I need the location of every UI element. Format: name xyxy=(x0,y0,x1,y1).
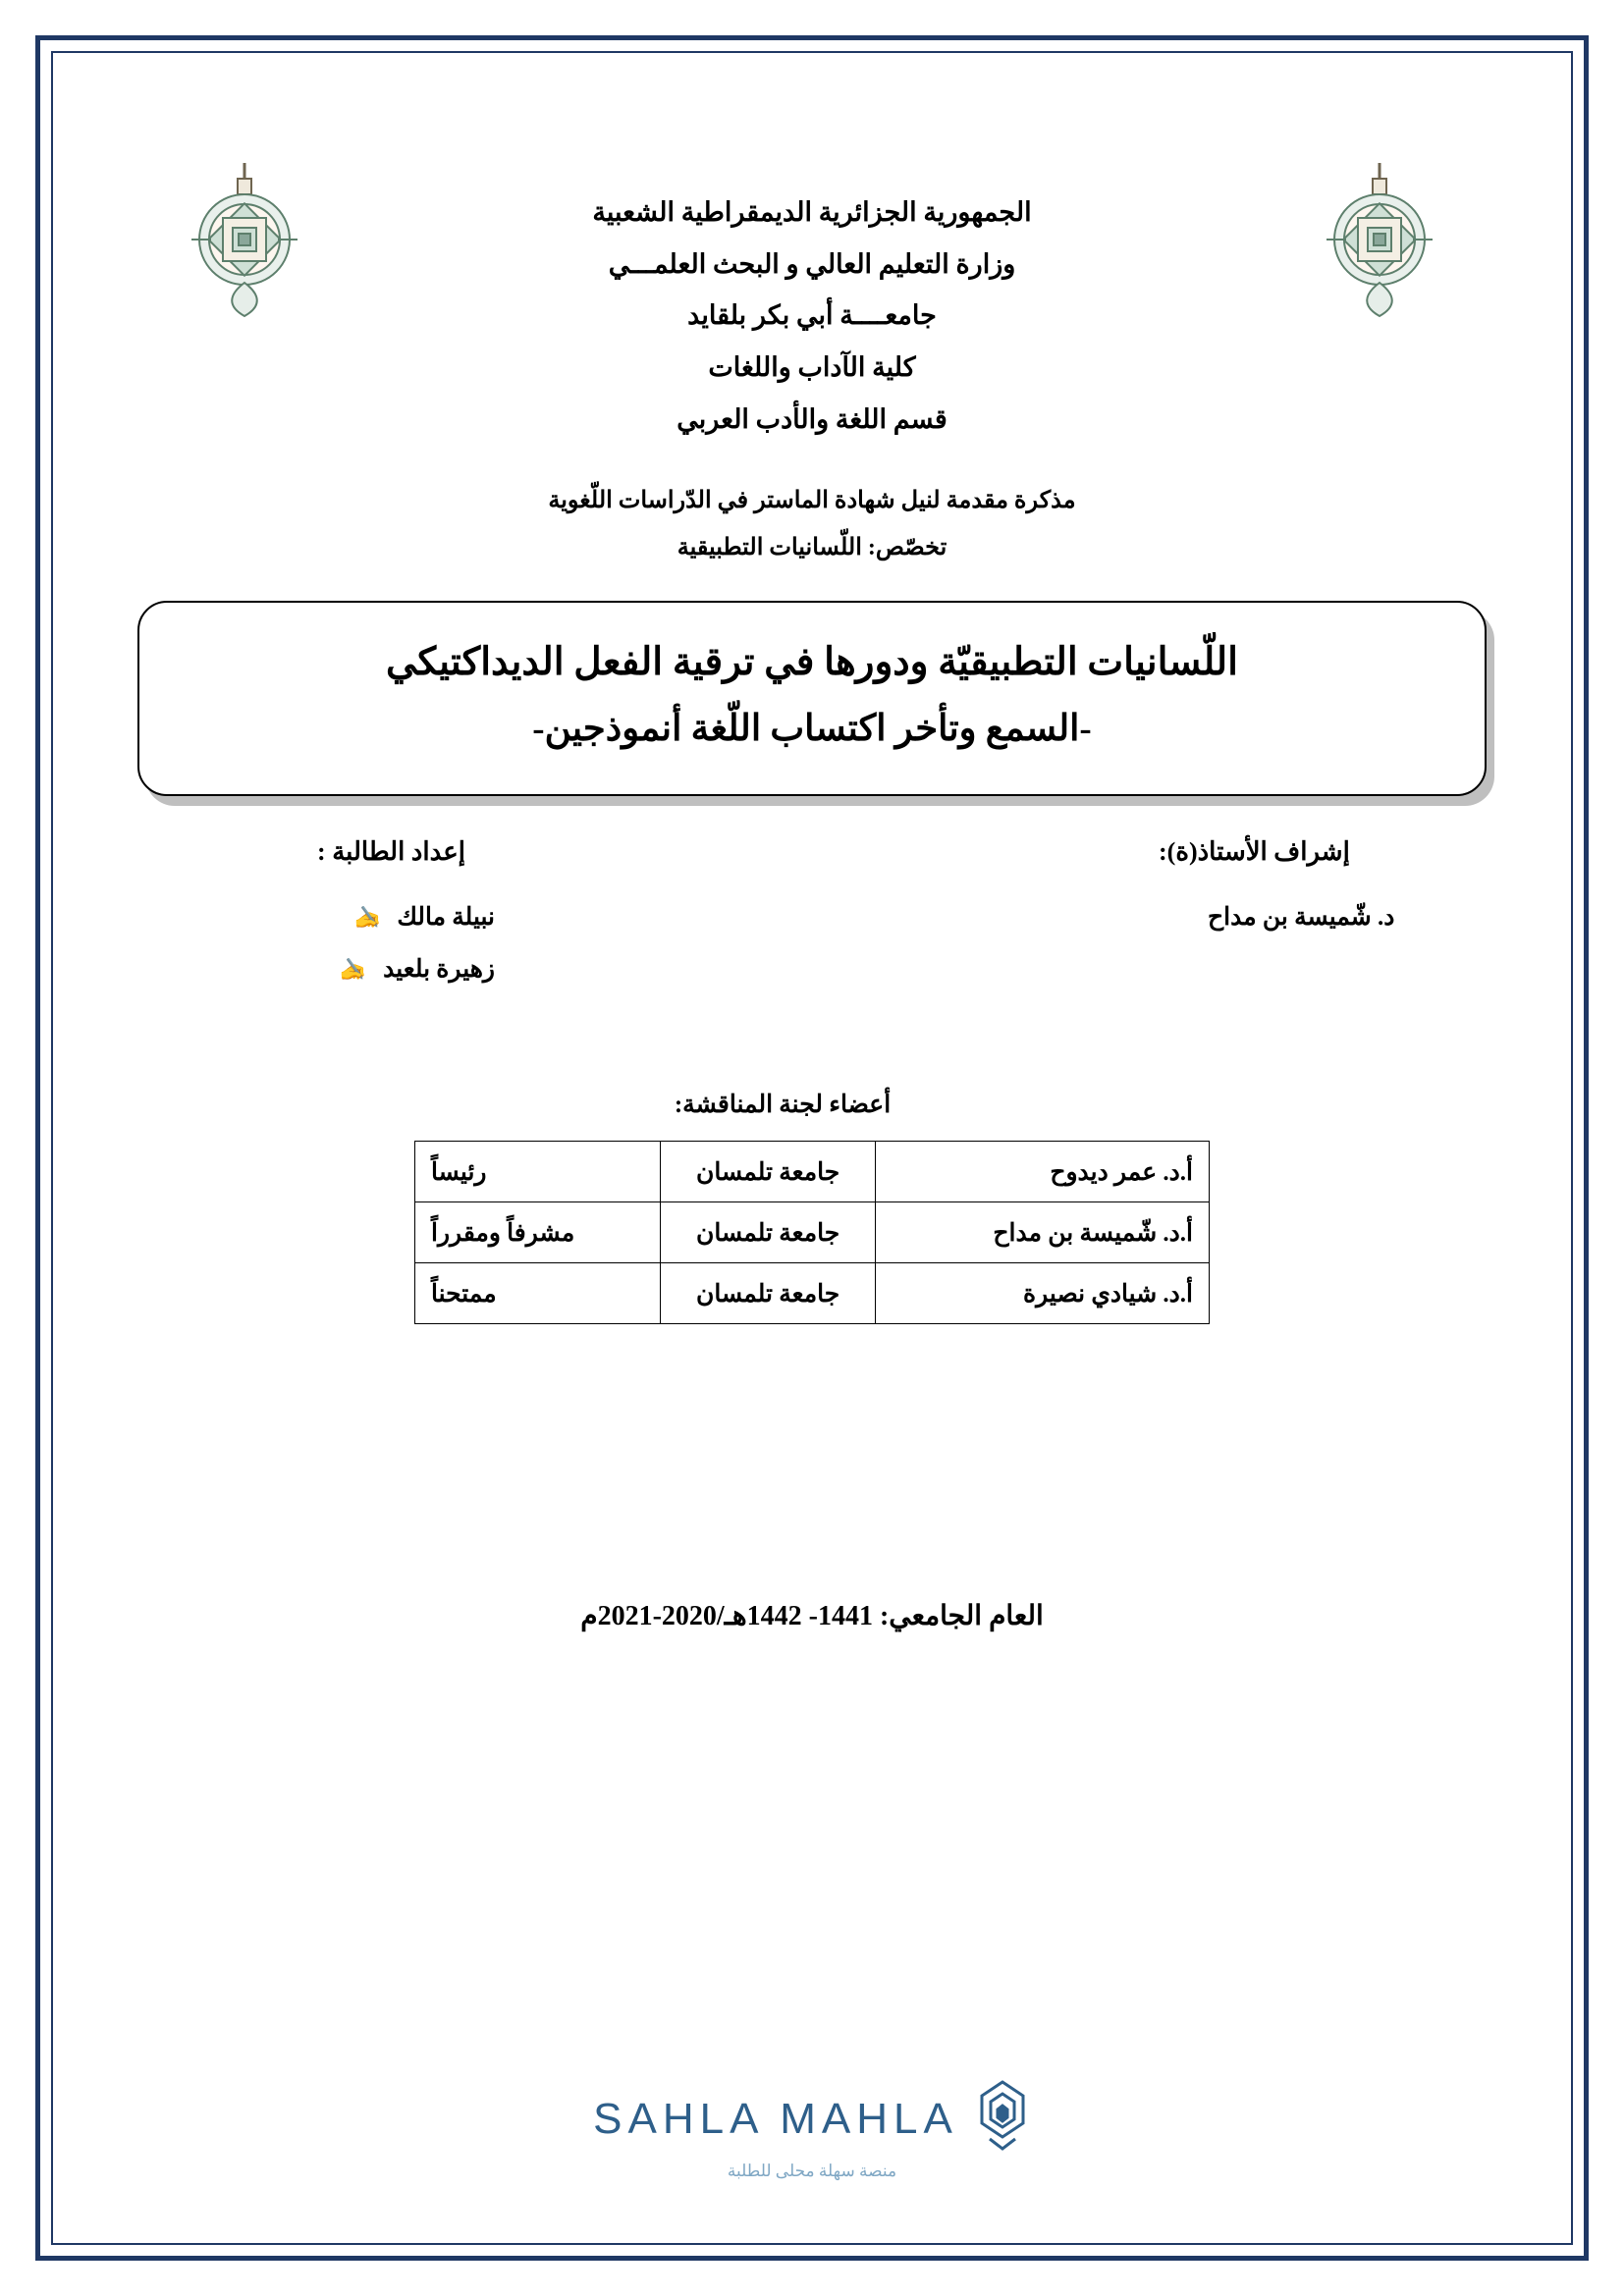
table-row xyxy=(415,1142,1210,1202)
institution-line-4: كلية الآداب واللغات xyxy=(708,351,916,382)
institution-line-1: الجمهورية الجزائرية الديمقراطية الشعبية xyxy=(592,197,1032,227)
jury-university-3: جامعة تلمسان xyxy=(660,1263,876,1324)
student-name-2: زهيرة بلعيد xyxy=(383,955,495,983)
student-block xyxy=(102,837,495,995)
supervisor-name: د. شّميسة بن مداح xyxy=(1208,904,1395,932)
student-heading: إعداد الطالبة : xyxy=(317,837,465,867)
cover-page-content xyxy=(88,79,1536,2218)
thesis-title-box xyxy=(137,601,1487,796)
jury-heading: أعضاء لجنة المناقشة: xyxy=(674,1092,892,1119)
jury-university-2: جامعة تلمسان xyxy=(660,1202,876,1263)
pen-icon: ✍ xyxy=(353,905,382,931)
watermark xyxy=(88,2078,1536,2180)
academic-year: العام الجامعي: 1441- 1442هـ/2020-2021م xyxy=(580,1601,1044,1632)
degree-line: مذكرة مقدمة لنيل شهادة الماستر في الدّراسات اللّغوية xyxy=(548,488,1076,513)
thesis-title-line-2: -السمع وتأخر اكتساب اللّغة أنموذجين- xyxy=(532,709,1092,750)
institution-line-2: وزارة التعليم العالي و البحث العلمـــي xyxy=(608,248,1016,279)
student-name-row-1 xyxy=(102,892,495,944)
supervisor-heading: إشراف الأستاذ(ة): xyxy=(1159,837,1350,867)
jury-role-2: مشرفاً ومقرراً xyxy=(415,1202,661,1263)
watermark-logo-icon xyxy=(974,2078,1031,2160)
student-name-row-2 xyxy=(102,944,495,996)
document-header xyxy=(88,79,1536,471)
supervisor-block xyxy=(1129,837,1522,995)
thesis-title-line-1: اللّسانيات التطبيقيّة ودورها في ترقية الفعل الديداكتيكي xyxy=(386,641,1238,683)
jury-role-3: ممتحناً xyxy=(415,1263,661,1324)
jury-university-1: جامعة تلمسان xyxy=(660,1142,876,1202)
thesis-title-wrapper xyxy=(137,601,1487,796)
jury-name-1: أ.د. عمر ديدوح xyxy=(876,1142,1210,1202)
jury-name-2: أ.د. شّميسة بن مداح xyxy=(876,1202,1210,1263)
institution-line-5: قسم اللغة والأدب العربي xyxy=(677,403,947,434)
specialty-line: تخصّص: اللّسانيات التطبيقية xyxy=(677,535,947,561)
table-row xyxy=(415,1263,1210,1324)
authors-section xyxy=(88,837,1536,995)
jury-role-1: رئيساً xyxy=(415,1142,661,1202)
student-name-1: نبيلة مالك xyxy=(397,904,495,932)
table-row xyxy=(415,1202,1210,1263)
institution-heading xyxy=(88,187,1536,445)
degree-block xyxy=(88,477,1536,571)
jury-table xyxy=(414,1141,1210,1324)
watermark-text: SAHLA MAHLA xyxy=(593,2094,958,2143)
institution-line-3: جامعــــة أبي بكر بلقايد xyxy=(687,300,937,331)
pen-icon: ✍ xyxy=(340,956,367,982)
watermark-subtext: منصة سهلة محلى للطلبة xyxy=(727,2162,897,2180)
jury-name-3: أ.د. شيادي نصيرة xyxy=(876,1263,1210,1324)
